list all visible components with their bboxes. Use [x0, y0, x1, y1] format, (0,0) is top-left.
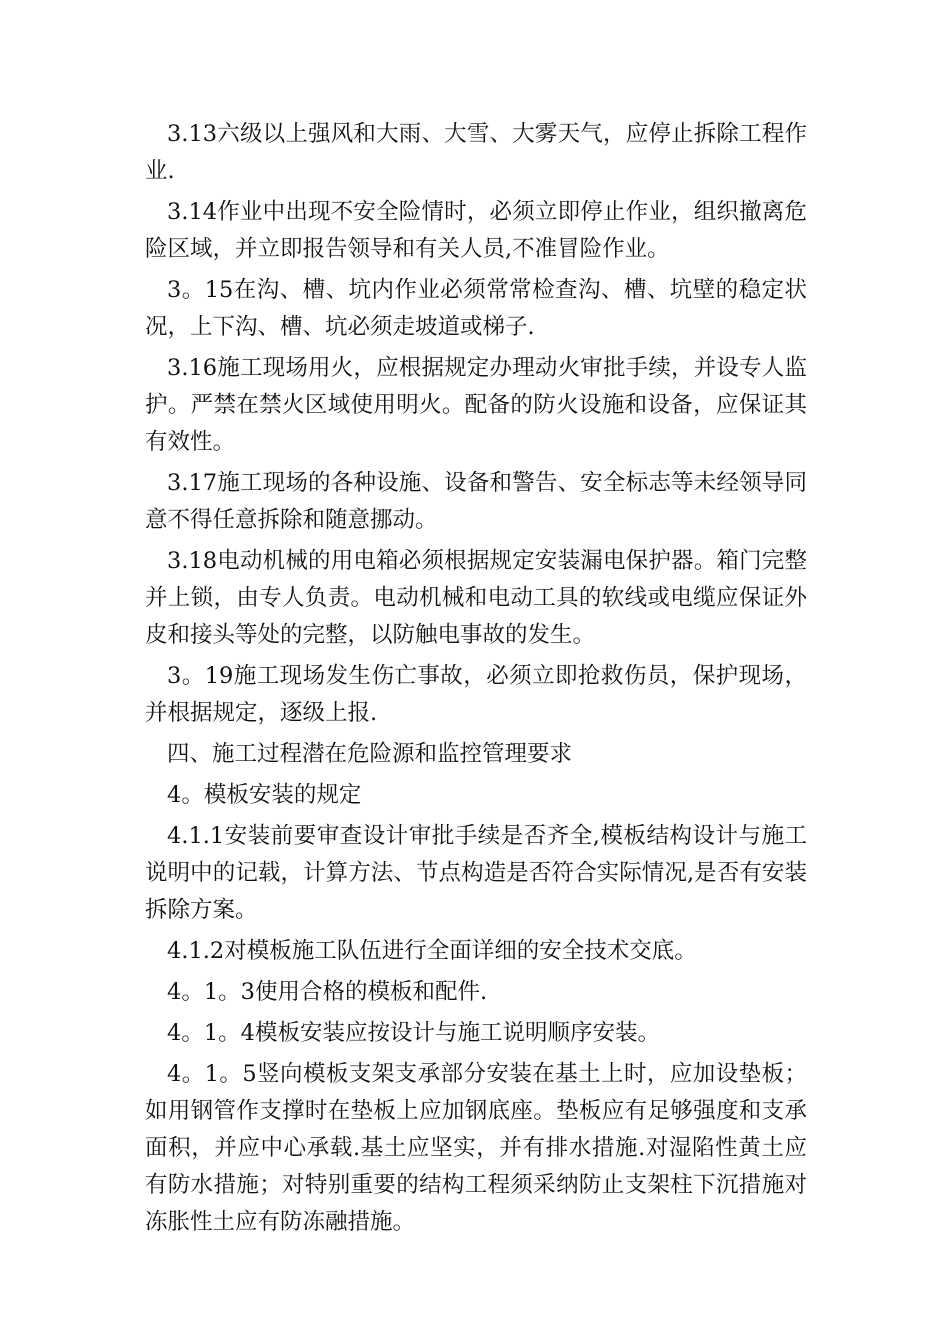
- paragraph-3-19: 3。19施工现场发生伤亡事故，必须立即抢救伤员，保护现场，并根据规定，逐级上报.: [145, 663, 807, 726]
- paragraph-3-14: 3.14作业中出现不安全险情时，必须立即停止作业，组织撤离危险区域，并立即报告领导和有关人员,不准冒险作业。: [145, 199, 807, 262]
- paragraph-4-1-3: 4。1。3使用合格的模板和配件.: [167, 979, 488, 1005]
- document-body: [145, 116, 807, 1245]
- paragraph-3-13: 3.13六级以上强风和大雨、大雪、大雾天气，应停止拆除工程作业.: [145, 121, 807, 184]
- subsection-heading-4: 4。模板安装的规定: [167, 782, 362, 808]
- paragraph-4-1-2: 4.1.2对模板施工队伍进行全面详细的安全技术交底。: [167, 938, 697, 964]
- paragraph-4-1-1: 4.1.1安装前要审查设计审批手续是否齐全,模板结构设计与施工说明中的记载，计算方法、节点构造是否符合实际情况,是否有安装拆除方案。: [145, 823, 807, 923]
- paragraph-3-16: 3.16施工现场用火，应根据规定办理动火审批手续，并设专人监护。严禁在禁火区域使用明火。配备的防火设施和设备，应保证其有效性。: [145, 355, 807, 455]
- paragraph-3-18: 3.18电动机械的用电箱必须根据规定安装漏电保护器。箱门完整并上锁，由专人负责。电动机械和电动工具的软线或电缆应保证外皮和接头等处的完整，以防触电事故的发生。: [145, 548, 807, 648]
- paragraph-3-15: 3。15在沟、槽、坑内作业必须常常检查沟、槽、坑壁的稳定状况，上下沟、槽、坑必须走坡道或梯子.: [145, 277, 807, 340]
- paragraph-3-17: 3.17施工现场的各种设施、设备和警告、安全标志等未经领导同意不得任意拆除和随意挪动。: [145, 470, 807, 533]
- section-heading-4: 四、施工过程潜在危险源和监控管理要求: [167, 741, 573, 767]
- paragraph-4-1-4: 4。1。4模板安装应按设计与施工说明顺序安装。: [167, 1020, 660, 1046]
- paragraph-4-1-5: 4。1。5竖向模板支架支承部分安装在基土上时，应加设垫板；如用钢管作支撑时在垫板上应加钢底座。垫板应有足够强度和支承面积，并应中心承载.基土应坚实，并有排水措施.对湿陷性黄土应有防水措施；对特别重要的结构工程须采纳防止支架柱下沉措施对冻胀性土应有防冻融措施。: [145, 1061, 807, 1235]
